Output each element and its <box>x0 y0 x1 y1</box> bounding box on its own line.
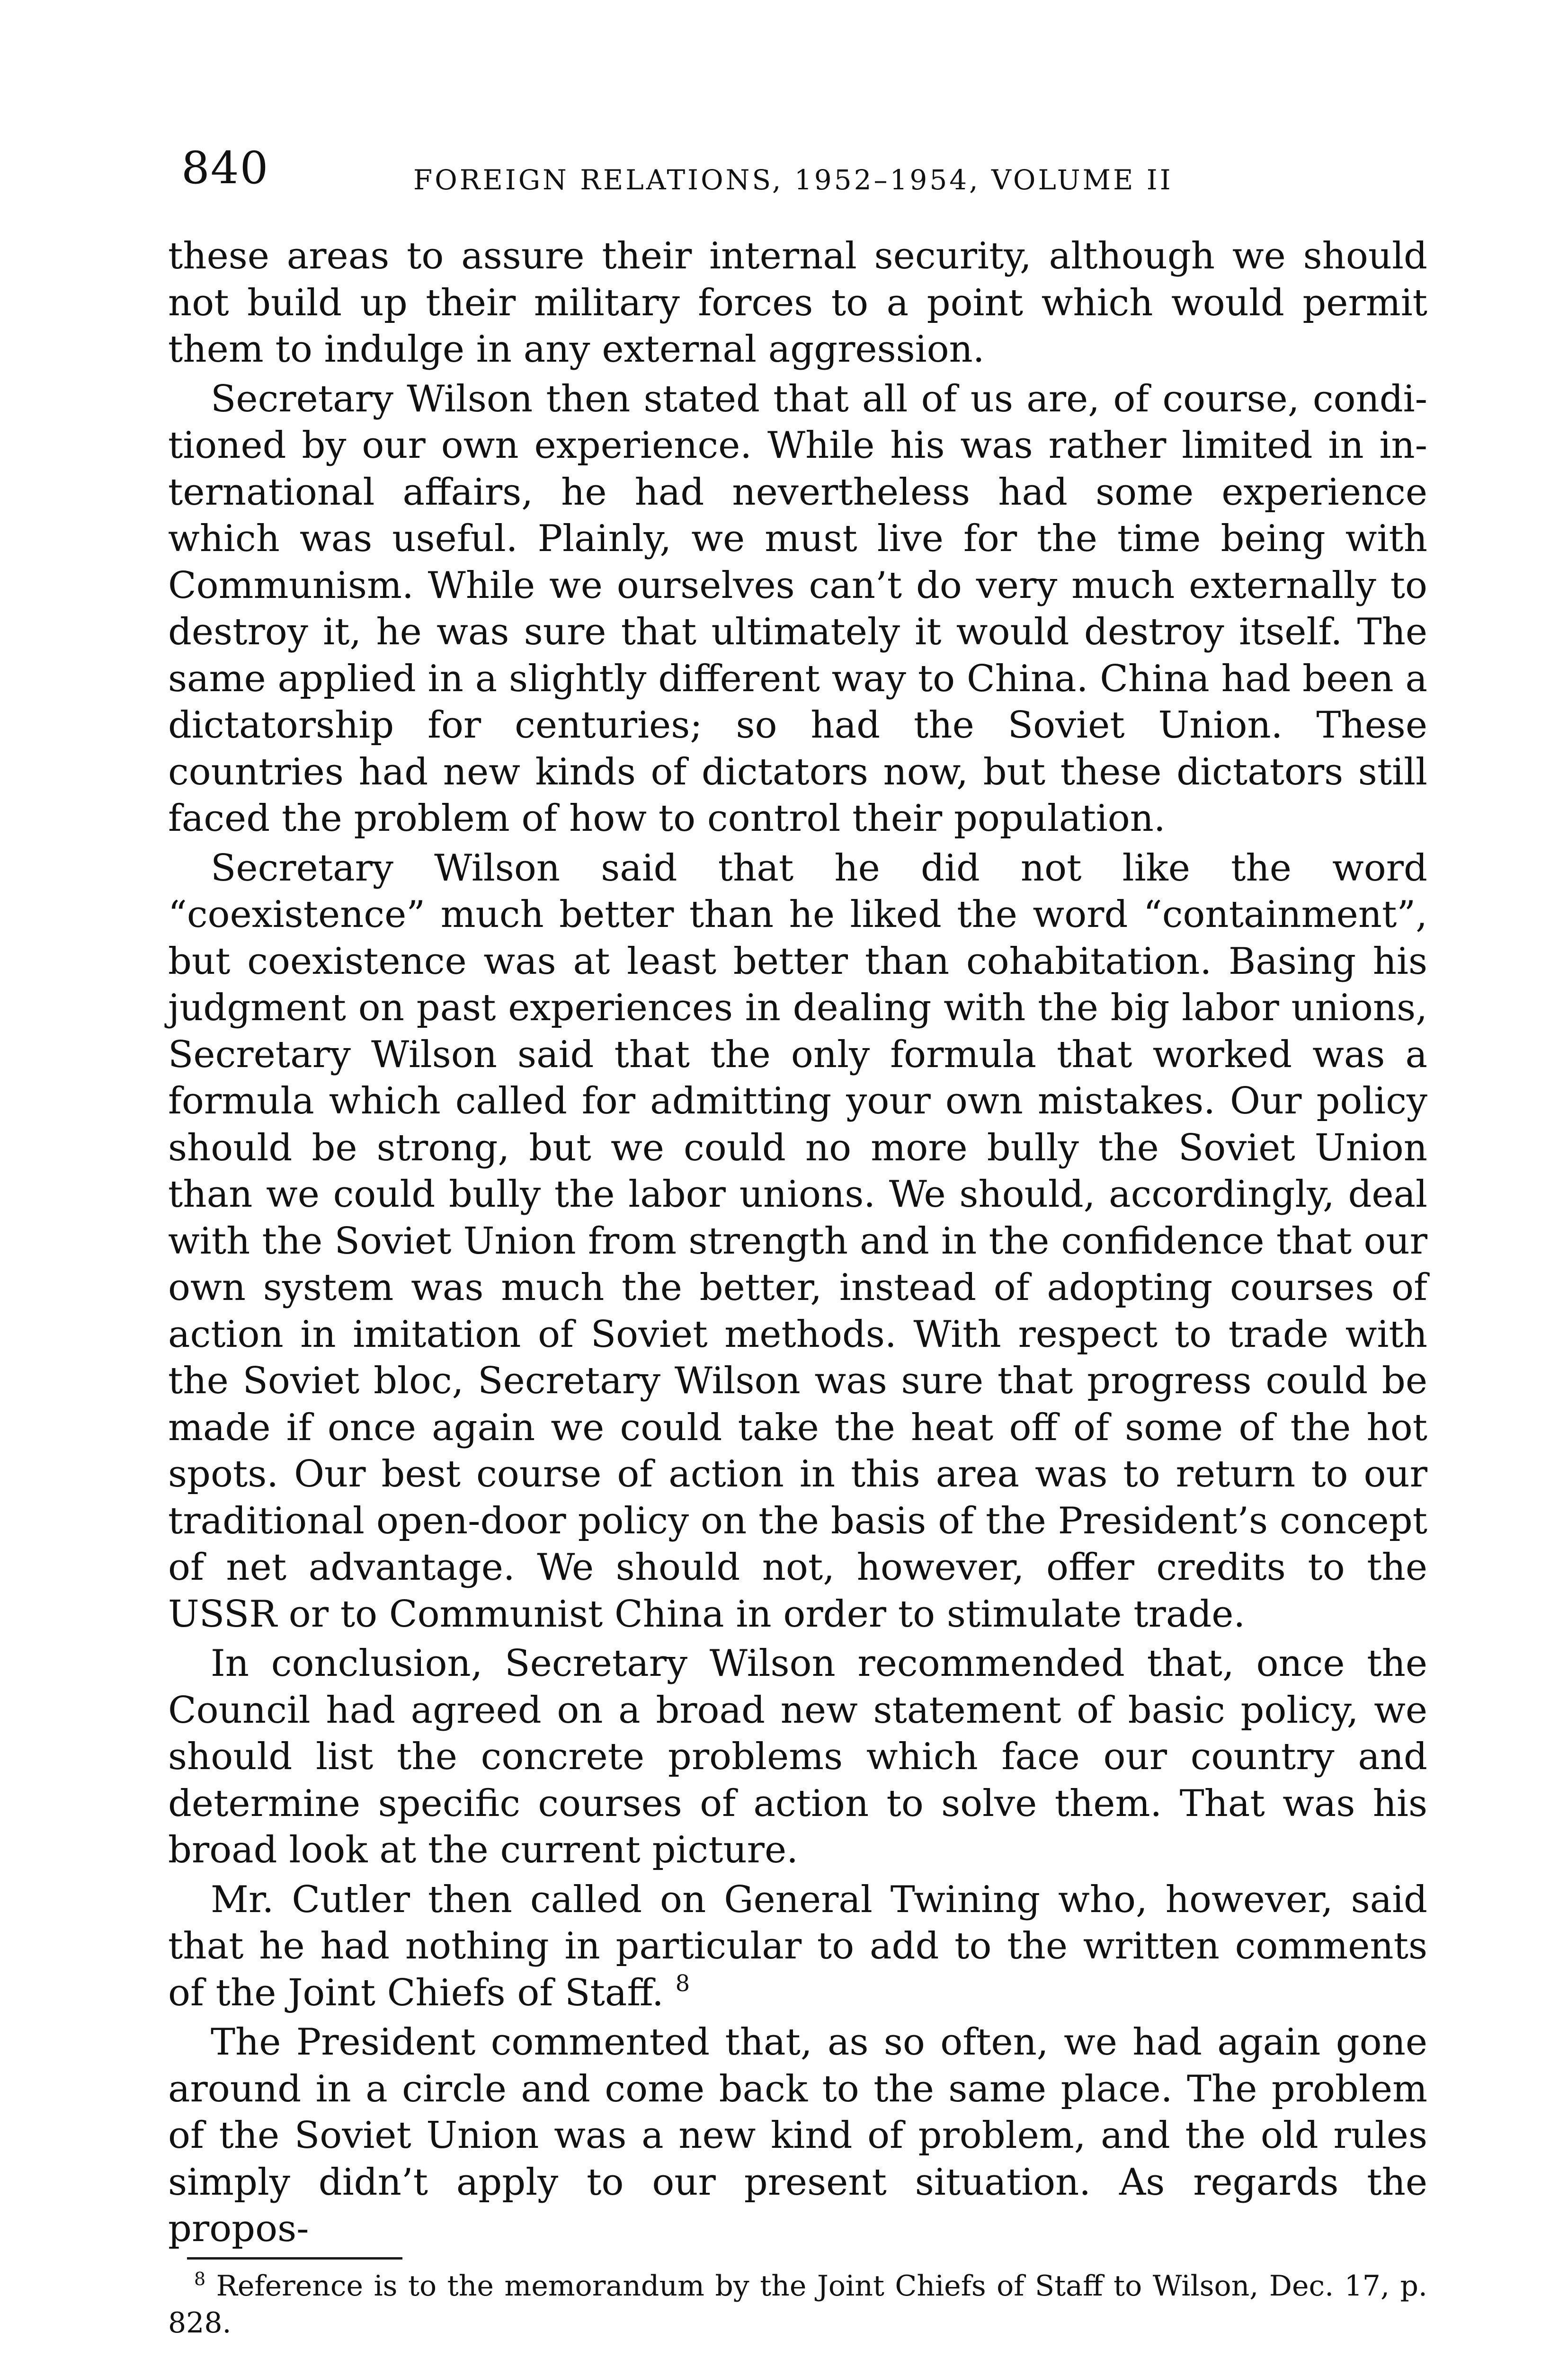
page-number: 840 <box>181 142 269 194</box>
paragraph-1 <box>168 233 1427 373</box>
paragraph-2 <box>168 376 1427 842</box>
paragraph-3 <box>168 845 1427 1638</box>
paragraph-6 <box>168 2019 1427 2252</box>
paragraph-4 <box>168 1640 1427 1874</box>
paragraph-3-text: Secretary Wilson said that he did not like the word “coexistence” much better than he liked the word “containment”, but coexistence was at least better than cohabitation. Basing his judgment on past experiences in dealing with the big labor unions, Secretary Wilson said that the only formula that worked was a formula which called for admitting your own mistakes. Our policy should be strong, but we could no more bully the Soviet Union than we could bully the labor unions. We should, accordingly, deal with the Soviet Union from strength and in the confidence that our own system was much the better, instead of adopting courses of action in imitation of Soviet methods. With respect to trade with the Soviet bloc, Secretary Wilson was sure that progress could be made if once again we could take the heat off of some of the hot spots. Our best course of action in this area was to return to our traditional open-door policy on the basis of the President’s concept of net advantage. We should not, however, offer credits to the USSR or to Communist China in order to stimulate trade. <box>168 846 1427 1636</box>
paragraph-1-text: these areas to assure their internal security, although we should not build up their military forces to a point which would permit them to indulge in any external aggression. <box>168 235 1427 371</box>
paragraph-2-text: Secretary Wilson then stated that all of us are, of course, conditioned by our own experience. While his was rather limited in international affairs, he had nevertheless had some experience which was useful. Plainly, we must live for the time being with Communism. While we ourselves can’t do very much externally to destroy it, he was sure that ultimately it would destroy itself. The same applied in a slightly different way to China. China had been a dictatorship for centuries; so had the Soviet Union. These countries had new kinds of dictators now, but these dictators still faced the problem of how to control their population. <box>168 377 1427 840</box>
paragraph-4-text: In conclusion, Secretary Wilson recommended that, once the Council had agreed on a broad new statement of basic policy, we should list the concrete problems which face our country and determine specific courses of action to solve them. That was his broad look at the current picture. <box>168 1642 1427 1871</box>
footnote-text: Reference is to the memorandum by the Joint Chiefs of Staff to Wilson, Dec. 17, p. 828. <box>168 2269 1427 2340</box>
body-text <box>168 233 1427 2250</box>
footnote-reference[interactable]: 8 <box>675 1970 690 1997</box>
paragraph-6-text: The President commented that, as so often, we had again gone around in a circle and come back to the same place. The problem of the Soviet Union was a new kind of problem, and the old rules simply didn’t apply to our present situation. As regards the propos- <box>168 2021 1427 2250</box>
footnote-divider <box>187 2257 402 2260</box>
paragraph-5-text: Mr. Cutler then called on General Twining who, however, said that he had nothing in particular to add to the written comments of the Joint Chiefs of Staff. <box>168 1878 1427 2014</box>
footnote <box>168 2268 1427 2341</box>
footnote-marker: 8 <box>194 2269 206 2289</box>
running-title: FOREIGN RELATIONS, 1952–1954, VOLUME II <box>413 164 1173 196</box>
paragraph-5 <box>168 1877 1427 2017</box>
running-head <box>181 140 1422 206</box>
